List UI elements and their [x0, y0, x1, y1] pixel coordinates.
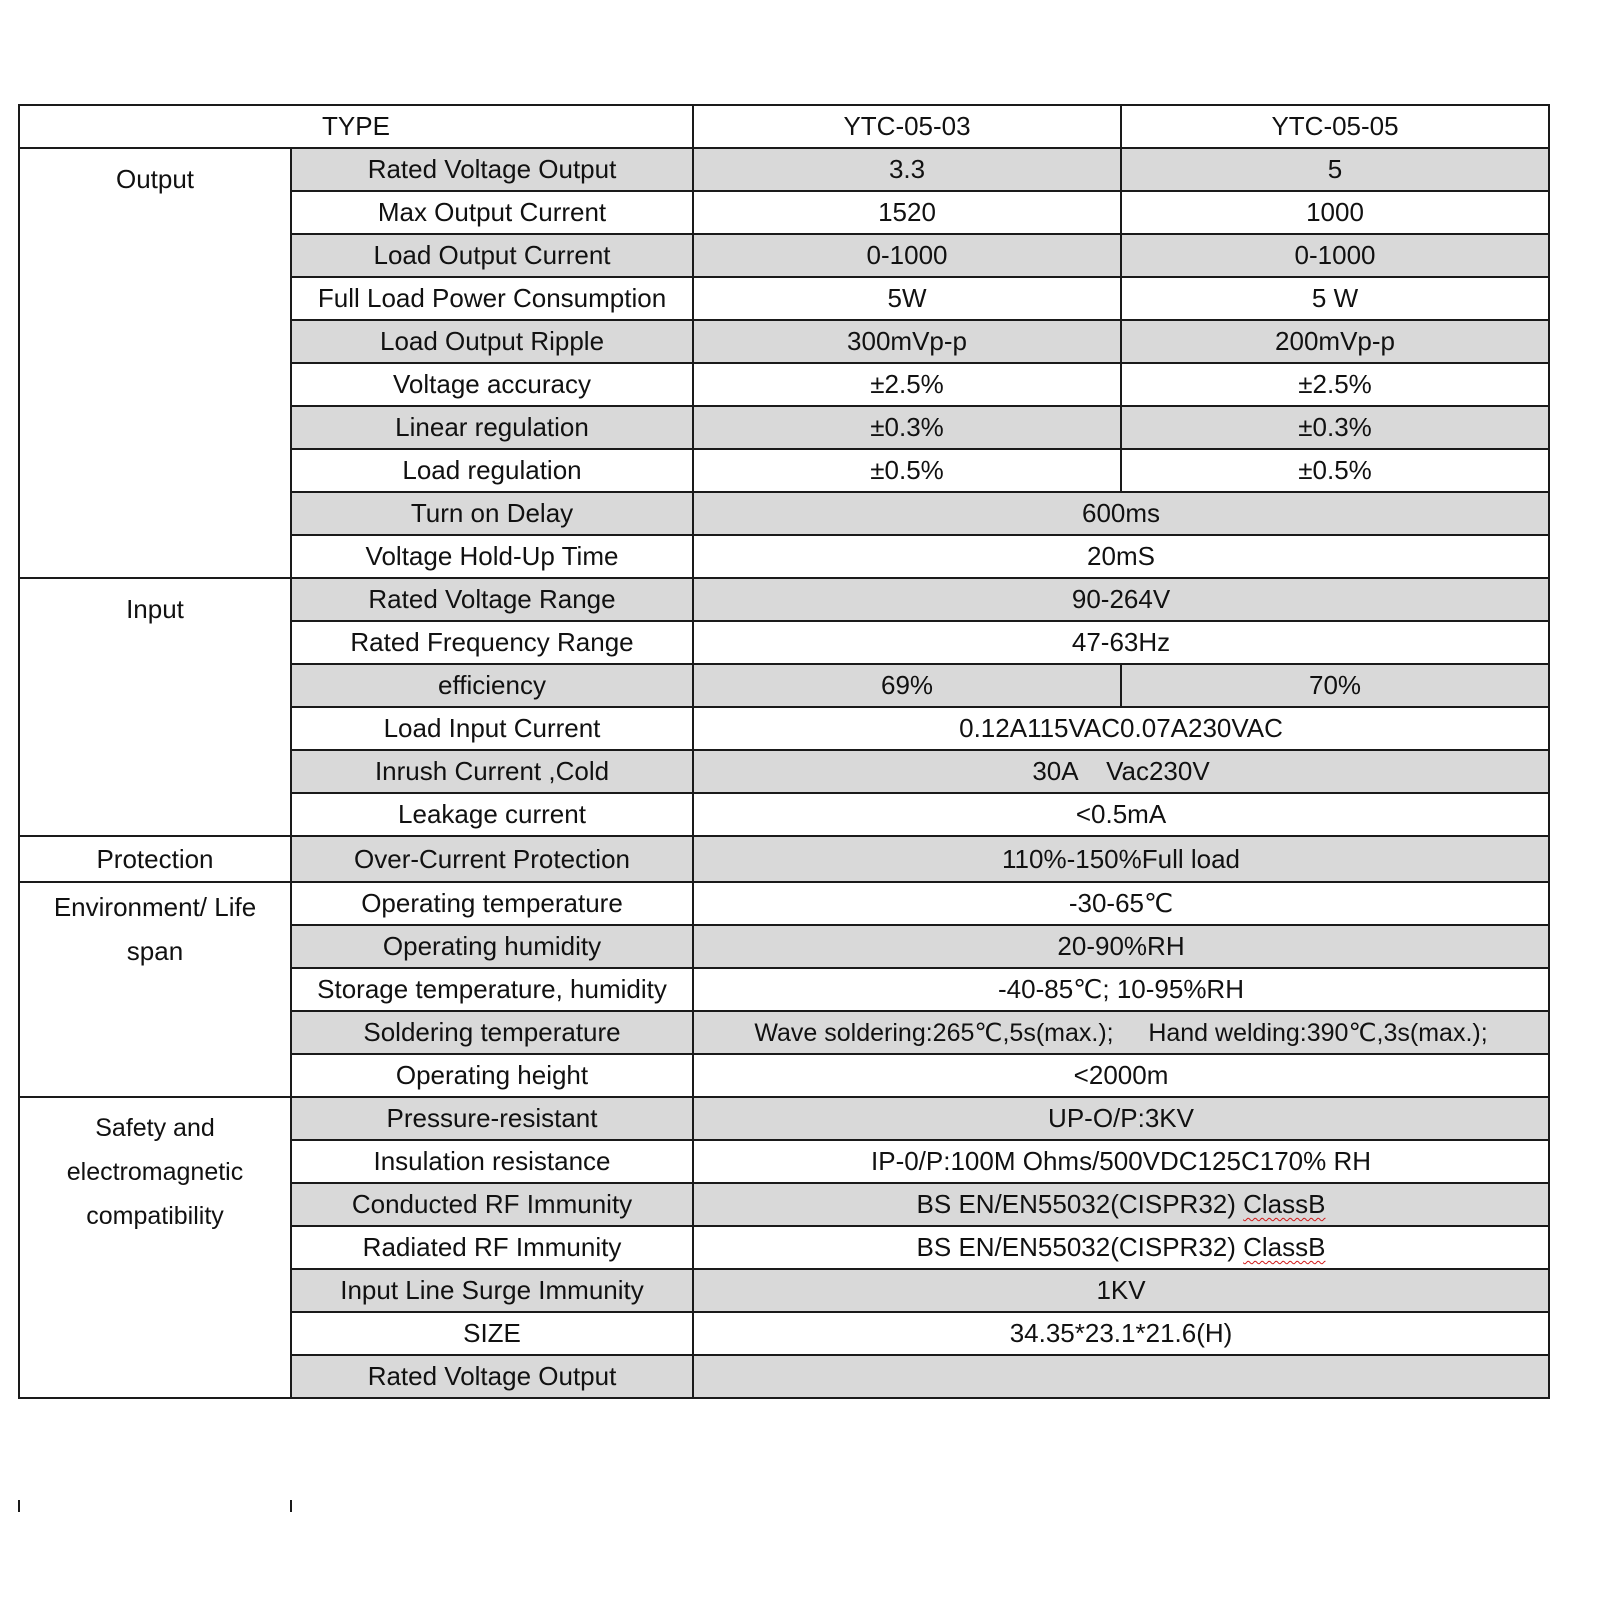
value-cell: 20mS	[693, 535, 1549, 578]
group-environment: Environment/ Life span	[19, 882, 291, 1097]
table-border-stub	[18, 1500, 20, 1512]
value-a-cell: 69%	[693, 664, 1121, 707]
table-row	[19, 148, 1549, 191]
table-row	[19, 578, 1549, 621]
value-cell: 0.12A115VAC0.07A230VAC	[693, 707, 1549, 750]
value-cell: IP-0/P:100M Ohms/500VDC125C170% RH	[693, 1140, 1549, 1183]
param-cell: Storage temperature, humidity	[291, 968, 693, 1011]
value-cell: 30A Vac230V	[693, 750, 1549, 793]
spec-sheet	[18, 104, 1548, 1500]
value-cell: 110%-150%Full load	[693, 836, 1549, 882]
table-border-stub	[290, 1500, 292, 1512]
standard-text: BS EN/EN55032(CISPR32)	[916, 1189, 1244, 1219]
value-cell	[693, 1183, 1549, 1226]
value-cell: 20-90%RH	[693, 925, 1549, 968]
param-cell: Load Input Current	[291, 707, 693, 750]
value-b-cell: 70%	[1121, 664, 1549, 707]
value-cell: 90-264V	[693, 578, 1549, 621]
value-cell	[693, 1355, 1549, 1398]
table-row	[19, 836, 1549, 882]
value-b-cell: ±0.3%	[1121, 406, 1549, 449]
table-row	[19, 1097, 1549, 1140]
table-row	[19, 882, 1549, 925]
model-a-header: YTC-05-03	[693, 105, 1121, 148]
param-cell: Pressure-resistant	[291, 1097, 693, 1140]
value-cell: <2000m	[693, 1054, 1549, 1097]
header-row	[19, 105, 1549, 148]
model-b-header: YTC-05-05	[1121, 105, 1549, 148]
class-text: ClassB	[1243, 1232, 1326, 1262]
param-cell: Voltage Hold-Up Time	[291, 535, 693, 578]
value-a-cell: 1520	[693, 191, 1121, 234]
param-cell: Insulation resistance	[291, 1140, 693, 1183]
param-cell: Over-Current Protection	[291, 836, 693, 882]
param-cell: Input Line Surge Immunity	[291, 1269, 693, 1312]
param-cell: Operating height	[291, 1054, 693, 1097]
value-b-cell: ±2.5%	[1121, 363, 1549, 406]
group-safety: Safety and electromagnetic compatibility	[19, 1097, 291, 1398]
value-a-cell: 3.3	[693, 148, 1121, 191]
group-input: Input	[19, 578, 291, 836]
value-cell: <0.5mA	[693, 793, 1549, 836]
value-b-cell: 200mVp-p	[1121, 320, 1549, 363]
value-a-cell: ±0.3%	[693, 406, 1121, 449]
group-output: Output	[19, 148, 291, 578]
value-a-cell: 0-1000	[693, 234, 1121, 277]
value-cell: 600ms	[693, 492, 1549, 535]
param-cell: SIZE	[291, 1312, 693, 1355]
value-b-cell: ±0.5%	[1121, 449, 1549, 492]
value-a-cell: 5W	[693, 277, 1121, 320]
param-cell: Rated Voltage Output	[291, 148, 693, 191]
value-a-cell: 300mVp-p	[693, 320, 1121, 363]
param-cell: Leakage current	[291, 793, 693, 836]
param-cell: Load Output Current	[291, 234, 693, 277]
spec-table	[18, 104, 1550, 1399]
param-cell: Max Output Current	[291, 191, 693, 234]
value-cell: -40-85℃; 10-95%RH	[693, 968, 1549, 1011]
param-cell: Inrush Current ,Cold	[291, 750, 693, 793]
value-cell: 47-63Hz	[693, 621, 1549, 664]
param-cell: Operating temperature	[291, 882, 693, 925]
param-cell: Soldering temperature	[291, 1011, 693, 1054]
type-header: TYPE	[19, 105, 693, 148]
group-protection: Protection	[19, 836, 291, 882]
param-cell: Load regulation	[291, 449, 693, 492]
param-cell: Radiated RF Immunity	[291, 1226, 693, 1269]
param-cell: Full Load Power Consumption	[291, 277, 693, 320]
param-cell: Rated Voltage Output	[291, 1355, 693, 1398]
value-b-cell: 5 W	[1121, 277, 1549, 320]
param-cell: Conducted RF Immunity	[291, 1183, 693, 1226]
value-cell	[693, 1226, 1549, 1269]
value-cell: 1KV	[693, 1269, 1549, 1312]
value-a-cell: ±0.5%	[693, 449, 1121, 492]
param-cell: Rated Voltage Range	[291, 578, 693, 621]
param-cell: Linear regulation	[291, 406, 693, 449]
param-cell: Rated Frequency Range	[291, 621, 693, 664]
value-cell: 34.35*23.1*21.6(H)	[693, 1312, 1549, 1355]
param-cell: Voltage accuracy	[291, 363, 693, 406]
param-cell: Operating humidity	[291, 925, 693, 968]
value-a-cell: ±2.5%	[693, 363, 1121, 406]
param-cell: Load Output Ripple	[291, 320, 693, 363]
class-text: ClassB	[1243, 1189, 1326, 1219]
value-cell: -30-65℃	[693, 882, 1549, 925]
value-b-cell: 1000	[1121, 191, 1549, 234]
value-cell: UP-O/P:3KV	[693, 1097, 1549, 1140]
value-b-cell: 5	[1121, 148, 1549, 191]
value-b-cell: 0-1000	[1121, 234, 1549, 277]
value-cell: Wave soldering:265℃,5s(max.); Hand welding:390℃,3s(max.);	[693, 1011, 1549, 1054]
standard-text: BS EN/EN55032(CISPR32)	[916, 1232, 1244, 1262]
param-cell: efficiency	[291, 664, 693, 707]
param-cell: Turn on Delay	[291, 492, 693, 535]
